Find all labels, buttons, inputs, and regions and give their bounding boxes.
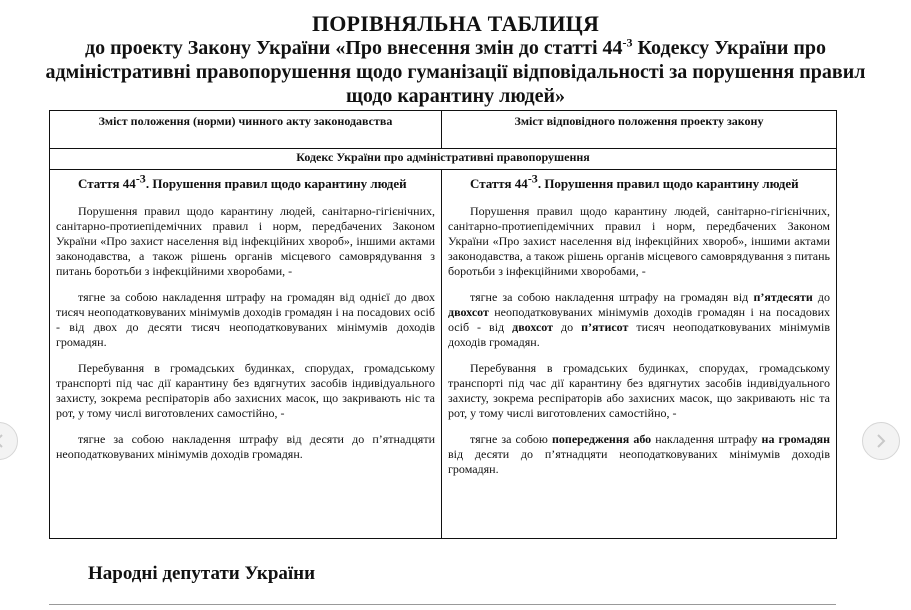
amended-text: п’ятдесяти bbox=[753, 290, 813, 304]
title-main: ПОРІВНЯЛЬНА ТАБЛИЦЯ bbox=[311, 11, 600, 36]
paragraph-right-4 bbox=[448, 432, 830, 477]
content-row bbox=[50, 170, 837, 539]
amended-text: п’ятисот bbox=[581, 320, 629, 334]
comparison-table bbox=[49, 110, 837, 539]
header-current-law: Зміст положення (норми) чинного акту законодавства bbox=[50, 111, 442, 149]
title-text-a: до проекту Закону України «Про внесення змін до статті 44 bbox=[84, 37, 623, 59]
article-prefix-right: Стаття 44 bbox=[470, 176, 528, 191]
article-sup-left: -3 bbox=[135, 171, 146, 186]
paragraph-right-3: Перебування в громадських будинках, спорудах, громадському транспорті під час дії карантину без вдягнутих засобів індивідуального захисту, зокрема респіраторів або захисних масок, що закривають ніс та рот, у тому числі виготовлених самостійно, - bbox=[448, 361, 830, 420]
text: до bbox=[812, 290, 830, 304]
text: від десяти до п’ятнадцяти неоподатковуваних мінімумів доходів громадян. bbox=[448, 447, 830, 476]
next-page-button[interactable] bbox=[862, 422, 900, 460]
text: тягне за собою накладення штрафу на громадян від bbox=[470, 290, 754, 304]
code-row bbox=[50, 149, 837, 170]
document-title bbox=[0, 12, 911, 108]
chevron-left-icon bbox=[0, 433, 5, 449]
current-law-cell bbox=[50, 170, 442, 539]
text: неоподатковуваних мінімумів доходів громадян і на посадових осіб - від bbox=[448, 305, 830, 334]
paragraph-left-2: тягне за собою накладення штрафу на громадян від однієї до двох тисяч неоподатковуваних мінімумів доходів громадян і на посадових осіб - від двох до десяти тисяч неоподатковуваних мінімумів доходів громадян. bbox=[56, 290, 435, 349]
title-subtitle bbox=[0, 36, 911, 108]
paragraph-left-3: Перебування в громадських будинках, спорудах, громадському транспорті під час дії карантину без вдягнутих засобів індивідуального захисту, зокрема респіраторів або захисних масок, що закривають ніс та рот, у тому числі виготовлених самостійно, - bbox=[56, 361, 435, 420]
page-divider bbox=[49, 604, 836, 605]
paragraph-right-1: Порушення правил щодо карантину людей, санітарно-гігієнічних, санітарно-протиепідемічних правил і норм, передбачених Законом України «Про захист населення від інфекційних хвороб», іншими актами законодавства, а також рішень органів місцевого самоврядування з питань боротьби з інфекційними хворобами, - bbox=[448, 204, 830, 278]
signature: Народні депутати України bbox=[88, 563, 316, 584]
text: до bbox=[553, 320, 582, 334]
text: накладення штрафу bbox=[651, 432, 762, 446]
code-title: Кодекс України про адміністративні правопорушення bbox=[50, 149, 837, 170]
paragraph-right-2 bbox=[448, 290, 830, 350]
article-title-left bbox=[56, 171, 435, 192]
article-sup-right: -3 bbox=[527, 171, 538, 186]
article-prefix-left: Стаття 44 bbox=[78, 176, 136, 191]
header-row bbox=[50, 111, 837, 149]
text: тисяч неоподатковуваних мінімумів доходів громадян. bbox=[448, 320, 831, 349]
chevron-right-icon bbox=[875, 433, 887, 449]
header-proposed-law: Зміст відповідного положення проекту закону bbox=[442, 111, 837, 149]
paragraph-left-4: тягне за собою накладення штрафу від десяти до п’ятнадцяти неоподатковуваних мінімумів доходів громадян. bbox=[56, 432, 435, 461]
proposed-law-cell bbox=[442, 170, 837, 539]
amended-text: на громадян bbox=[761, 432, 830, 446]
amended-text: попередження або bbox=[551, 432, 652, 446]
article-rest-left: . Порушення правил щодо карантину людей bbox=[145, 176, 407, 191]
title-text-b: Кодексу України про адміністративні правопорушення щодо гуманізації відповідальності за порушення правил щодо карантину людей» bbox=[45, 37, 866, 107]
amended-text: двохсот bbox=[512, 320, 554, 334]
article-title-right bbox=[448, 171, 830, 192]
title-sup: -3 bbox=[622, 35, 633, 50]
amended-text: двохсот bbox=[448, 305, 489, 319]
text: тягне за собою bbox=[470, 432, 552, 446]
previous-page-button[interactable] bbox=[0, 422, 18, 460]
paragraph-left-1: Порушення правил щодо карантину людей, санітарно-гігієнічних, санітарно-протиепідемічних правил і норм, передбачених Законом України «Про захист населення від інфекційних хвороб», іншими актами законодавства, а також рішень органів місцевого самоврядування з питань боротьби з інфекційними хворобами, - bbox=[56, 204, 435, 278]
article-rest-right: . Порушення правил щодо карантину людей bbox=[537, 176, 799, 191]
